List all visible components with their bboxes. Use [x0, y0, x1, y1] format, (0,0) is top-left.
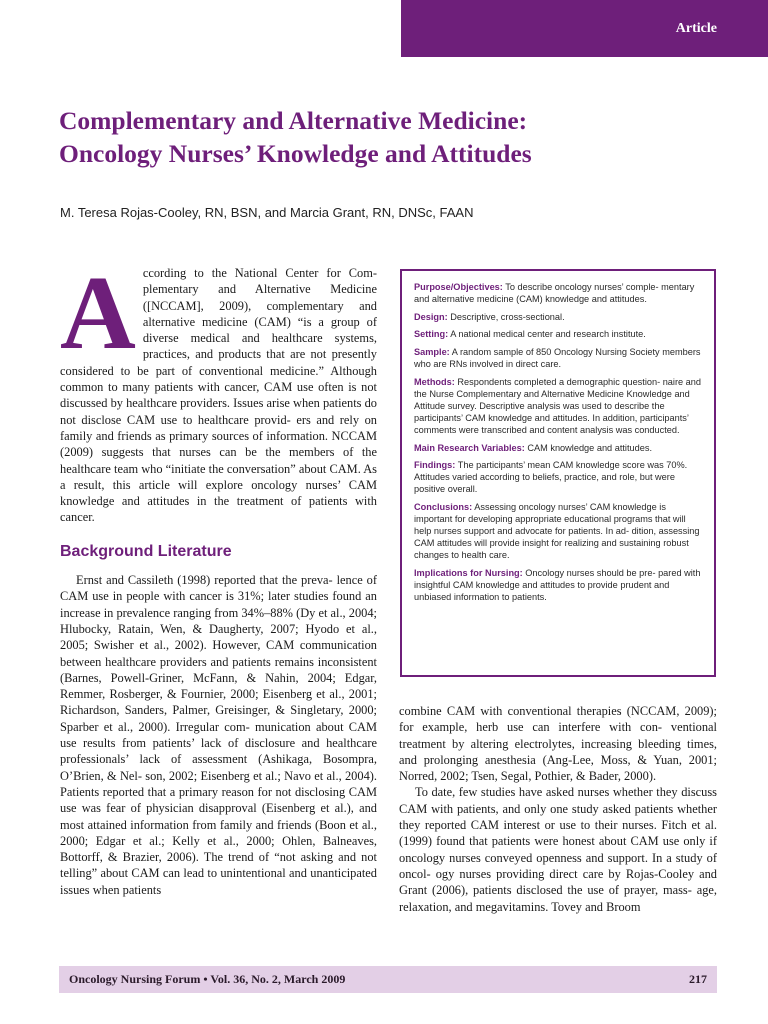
abstract-item — [414, 328, 703, 340]
left-column — [60, 254, 377, 898]
right-paragraph-1: combine CAM with conventional therapies (NCCAM, 2009); for example, herb use can interfere with con- ventional treatment by altering electrolytes, increasing bleeding times, and prolonging anesthesia (Ang-Lee, Moss, & Yuan, 2001; Norred, 2002; Tsen, Segal, Pothier, & Bader, 2000). — [399, 704, 717, 784]
article-title — [59, 104, 699, 170]
abstract-label: Setting: — [414, 329, 449, 340]
abstract-item — [414, 346, 703, 370]
abstract-label: Conclusions: — [414, 501, 473, 512]
abstract-item — [414, 311, 703, 323]
section-heading-background: Background Literature — [60, 542, 232, 560]
intro-text: ccording to the National Center for Com- plementary and Alternative Medicine ([NCCAM], 2009), complementary and alternative medicine (CAM) “is a group of diverse medical and healthcare systems, practices, and products that are not presently considered to be part of conventional medicine.” Although common to many patients with cancer, CAM use often is not discussed by healthcare providers. Issues arise when patients do not disclose CAM use to healthcare provid- ers and rely on family and friends as primary sources of information. NCCAM (2009) suggests that nurses can be the members of the healthcare team who “initiate the conversation” about CAM. As a result, this article will explore oncology nurses’ CAM knowledge and attitudes in the treatment of patients with cancer. — [60, 266, 377, 525]
abstract-label: Purpose/Objectives: — [414, 282, 503, 292]
abstract-text: Oncology nurses should be pre- pared with insightful CAM knowledge and attitudes to provide prudent and unbiased information to patients. — [414, 567, 701, 603]
page-footer — [59, 966, 717, 993]
right-paragraph-2: To date, few studies have asked nurses whether they discuss CAM with patients, and only one study asked patients whether they reported CAM interest or use to their nurses. Fitch et al. (1999) found that patients were honest about CAM use only if oncology nurses conveyed openness and support. In a study of oncol- ogy nurses providing direct care by Rojas-Cooley and Grant (2006), patients disclosed the use of prayer, mass- age, relaxation, and megavitamins. Tovey and Broom — [399, 785, 717, 914]
title-line-1: Complementary and Alternative Medicine: — [59, 106, 528, 135]
abstract-item — [414, 501, 703, 561]
abstract-text: CAM knowledge and attitudes. — [524, 442, 652, 453]
abstract-item — [414, 281, 703, 305]
abstract-label: Main Research Variables: — [414, 442, 525, 453]
article-section-tab — [401, 0, 768, 57]
abstract-label: Sample: — [414, 346, 450, 357]
article-tab-label: Article — [675, 20, 717, 36]
journal-citation: Oncology Nursing Forum • Vol. 36, No. 2, March 2009 — [69, 972, 346, 986]
abstract-text: A national medical center and research institute. — [448, 329, 646, 340]
authors-line: M. Teresa Rojas-Cooley, RN, BSN, and Marcia Grant, RN, DNSc, FAAN — [60, 205, 474, 220]
abstract-label: Findings: — [414, 460, 456, 471]
abstract-label: Methods: — [414, 376, 455, 387]
abstract-text: A random sample of 850 Oncology Nursing Society members who are RNs involved in direct care. — [414, 346, 701, 369]
abstract-text: Respondents completed a demographic question- naire and the Nurse Complementary and Alternative Medicine Knowledge and Attitude survey. Descriptive analysis was used to describe the participants’ CAM knowledge and attitudes. In addition, participants’ comments were transcribed and content analysis was conducted. — [414, 376, 702, 435]
background-paragraph: Ernst and Cassileth (1998) reported that the preva- lence of CAM use in people with cancer is 31%; later studies found an increase in prevalence ranging from 34%–88% (Dy et al., 2004; Hlubocky, Ratain, Wen, & Daugherty, 2007; Hyodo et al., 2005; Swisher et al., 2002). However, CAM communication between healthcare providers and patients remains inconsistent (Barnes, Powell-Griner, McFann, & Nahin, 2004; Edgar, Remmer, Rosberger, & Fournier, 2000; Eisenberg et al., 2001; Richardson, Sanders, Palmer, Greisinger, & Singletary, 2000; Sparber et al., 2000). Irregular com- munication about CAM use results from patients’ lack of disclosure and healthcare professionals’ lack of assessment (Ashikaga, Bosompra, O’Brien, & Nel- son, 2002; Eisenberg et al.; Navo et al., 2004). Patients reported that a primary reason for not disclosing CAM use was fear of physician disapproval (Eisenberg et al.), and most attained information from family and friends (Boon et al., 2000; Edgar et al.; Kelly et al., 2000; Ohlen, Balneaves, Bottorff, & Brazier, 2006). The trend of “not asking and not telling” about CAM can lead to unintentional and unanticipated issues when patients — [60, 573, 377, 897]
abstract-label: Implications for Nursing: — [414, 567, 523, 578]
abstract-label: Design: — [414, 311, 448, 322]
drop-cap: A — [60, 254, 136, 371]
abstract-item — [414, 376, 703, 436]
abstract-item — [414, 459, 703, 495]
abstract-text: To describe oncology nurses’ comple- mentary and alternative medicine (CAM) knowledge and attitudes. — [414, 282, 695, 305]
abstract-item — [414, 442, 703, 454]
right-column — [399, 703, 717, 915]
abstract-text: Descriptive, cross-sectional. — [447, 311, 565, 322]
page-number: 217 — [689, 972, 707, 986]
abstract-box — [400, 269, 716, 677]
abstract-text: The participants’ mean CAM knowledge score was 70%. Attitudes varied according to beliefs, practice, and role, but were positive overall. — [414, 460, 688, 495]
intro-paragraph — [60, 254, 377, 526]
title-line-2: Oncology Nurses’ Knowledge and Attitudes — [59, 139, 532, 168]
abstract-item — [414, 567, 703, 603]
abstract-text: Assessing oncology nurses’ CAM knowledge is important for developing appropriate educational programs that will help nurses support and advocate for patients. In ad- dition, assessing CAM attitudes will provide insight for realizing and sustaining robust changes to health care. — [414, 501, 700, 561]
